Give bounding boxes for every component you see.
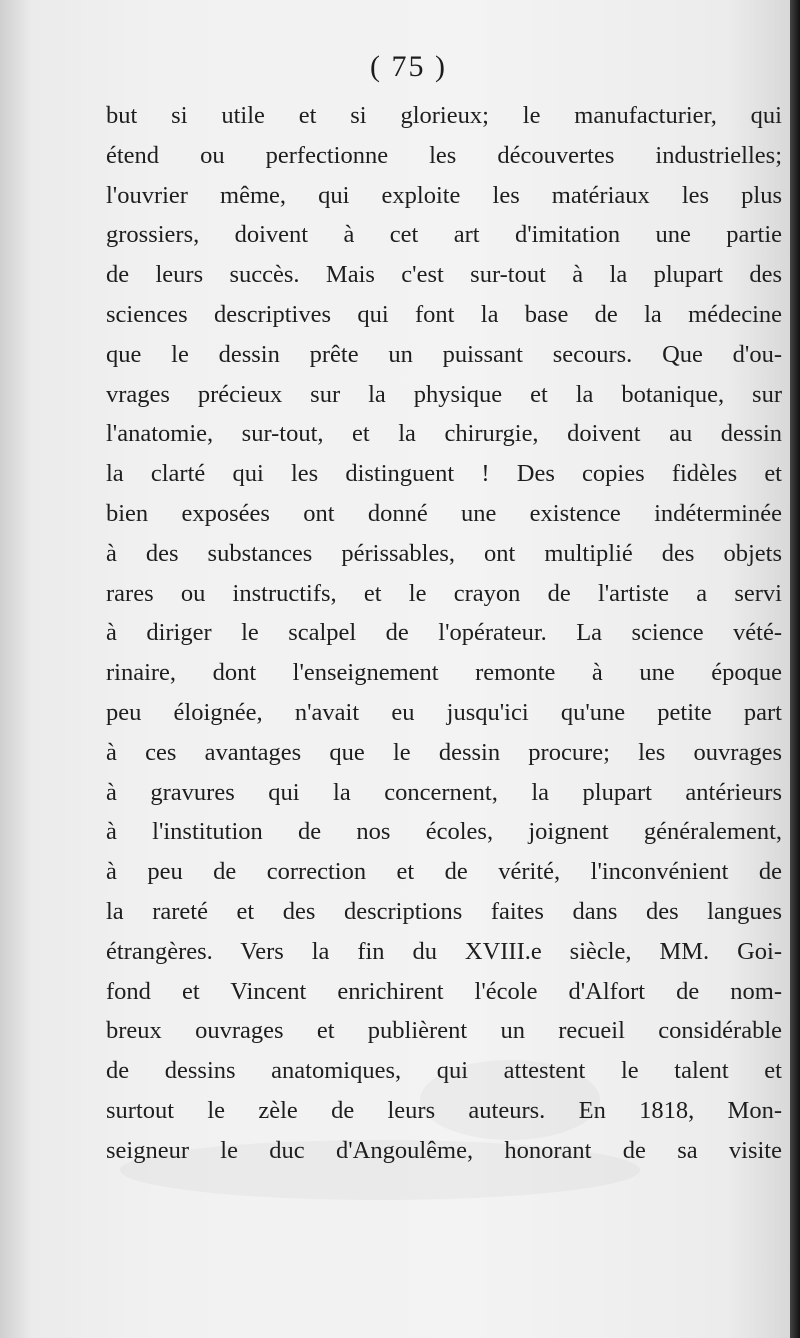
text-line: à l'institution de nos écoles, joignent généralement,	[106, 818, 782, 846]
text-line: rares ou instructifs, et le crayon de l'artiste a servi	[106, 579, 782, 607]
body-text	[106, 96, 782, 1171]
page-number: ( 75 )	[370, 50, 447, 83]
text-line: la rareté et des descriptions faites dans des langues	[106, 897, 782, 925]
text-line: fond et Vincent enrichirent l'école d'Alfort de nom-	[106, 977, 782, 1005]
text-line: rinaire, dont l'enseignement remonte à une époque	[106, 659, 782, 687]
text-line: breux ouvrages et publièrent un recueil considérable	[106, 1017, 782, 1045]
text-line: grossiers, doivent à cet art d'imitation une partie	[106, 221, 782, 249]
text-line: la clarté qui les distinguent ! Des copies fidèles et	[106, 460, 782, 488]
text-line: de leurs succès. Mais c'est sur-tout à la plupart des	[106, 261, 782, 289]
text-line: à peu de correction et de vérité, l'inconvénient de	[106, 858, 782, 886]
text-line: bien exposées ont donné une existence indéterminée	[106, 499, 782, 527]
text-line: l'anatomie, sur-tout, et la chirurgie, doivent au dessin	[106, 420, 782, 448]
text-line: à gravures qui la concernent, la plupart antérieurs	[106, 778, 782, 806]
text-line: l'ouvrier même, qui exploite les matériaux les plus	[106, 181, 782, 209]
text-line: but si utile et si glorieux; le manufacturier, qui	[106, 102, 782, 129]
text-line: sciences descriptives qui font la base de la médecine	[106, 300, 782, 328]
text-line: de dessins anatomiques, qui attestent le talent et	[106, 1057, 782, 1085]
text-line: à diriger le scalpel de l'opérateur. La science vété-	[106, 619, 782, 647]
text-line: étend ou perfectionne les découvertes industrielles;	[106, 141, 782, 169]
text-line: à ces avantages que le dessin procure; les ouvrages	[106, 738, 782, 766]
text-line: étrangères. Vers la fin du XVIII.e siècle, MM. Goi-	[106, 937, 782, 965]
page-edge-shadow	[790, 0, 800, 1338]
text-line: que le dessin prête un puissant secours. Que d'ou-	[106, 340, 782, 368]
text-line: vrages précieux sur la physique et la botanique, sur	[106, 380, 782, 408]
text-line: peu éloignée, n'avait eu jusqu'ici qu'une petite part	[106, 698, 782, 726]
text-line: seigneur le duc d'Angoulême, honorant de sa visite	[106, 1136, 782, 1164]
text-line: à des substances périssables, ont multiplié des objets	[106, 539, 782, 567]
text-line: surtout le zèle de leurs auteurs. En 1818, Mon-	[106, 1096, 782, 1124]
